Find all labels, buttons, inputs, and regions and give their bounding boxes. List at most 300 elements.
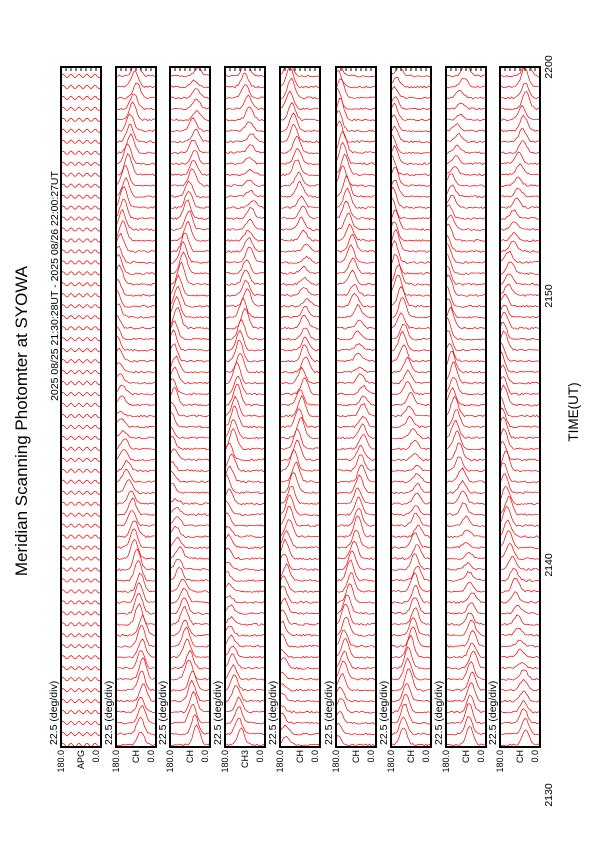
scan-line — [116, 639, 156, 658]
scan-line — [446, 174, 486, 187]
scan-line — [280, 396, 320, 417]
scan-line — [225, 627, 265, 637]
scan-line — [446, 652, 486, 670]
scan-line — [336, 71, 376, 88]
scan-line — [336, 344, 376, 352]
scan-line — [116, 166, 156, 187]
scan-line — [391, 103, 431, 121]
scan-line — [280, 91, 320, 110]
channel-name-label: CH — [351, 750, 361, 763]
channel-panel-6 — [323, 57, 376, 772]
scan-line — [391, 506, 431, 516]
scan-line — [225, 548, 265, 560]
scan-line — [446, 344, 486, 362]
scan-line — [116, 246, 156, 263]
scan-line — [280, 306, 320, 318]
channel-name-label: CH — [295, 750, 305, 763]
scan-line — [280, 737, 320, 746]
scan-line — [225, 466, 265, 483]
scan-line — [500, 164, 540, 175]
scan-line — [61, 250, 101, 254]
scan-line — [500, 463, 540, 483]
scan-line — [225, 238, 265, 253]
scan-line — [446, 443, 486, 461]
channel-panel-3 — [157, 67, 210, 773]
range-max-label: 180.0 — [331, 750, 341, 773]
scan-line — [500, 605, 540, 614]
scan-line — [446, 572, 486, 582]
scan-line — [61, 326, 101, 330]
scan-line — [336, 455, 376, 472]
scan-line — [391, 483, 431, 494]
scan-line — [170, 704, 210, 723]
scan-line — [391, 87, 431, 99]
scan-line — [446, 431, 486, 450]
scan-line — [280, 531, 320, 549]
scan-line — [446, 726, 486, 745]
scan-traces — [446, 63, 486, 746]
scan-line — [61, 612, 101, 616]
scan-line — [61, 535, 101, 539]
scan-line — [61, 425, 101, 429]
scan-line — [446, 378, 486, 395]
scan-line — [446, 603, 486, 615]
scan-line — [225, 219, 265, 230]
scan-line — [446, 78, 486, 88]
scan-line — [280, 649, 320, 658]
scan-line — [280, 554, 320, 570]
range-min-label: 0.0 — [310, 750, 320, 763]
scan-line — [61, 513, 101, 517]
panel-scale-label: 22.5 (deg/div) — [103, 680, 115, 745]
scan-line — [446, 351, 486, 373]
scan-line — [116, 396, 156, 406]
scan-line — [446, 236, 486, 253]
scan-line — [500, 294, 540, 307]
scan-line — [500, 730, 540, 746]
scan-line — [446, 503, 486, 516]
scan-line — [116, 529, 156, 549]
scan-line — [446, 662, 486, 680]
scan-traces — [116, 61, 156, 746]
scan-traces — [225, 60, 265, 746]
scan-line — [280, 217, 320, 231]
scan-line — [116, 521, 156, 538]
scan-line — [446, 362, 486, 384]
scan-line — [280, 267, 320, 275]
channel-name-label: CH — [185, 750, 195, 763]
scan-line — [61, 491, 101, 495]
scan-line — [446, 516, 486, 527]
panel-scale-label: 22.5 (deg/div) — [267, 680, 279, 745]
panel-scale-label: 22.5 (deg/div) — [48, 680, 60, 745]
scan-line — [500, 251, 540, 263]
scan-line — [446, 287, 486, 307]
scan-line — [500, 69, 540, 88]
scan-line — [336, 617, 376, 636]
scan-line — [61, 217, 101, 221]
scan-line — [500, 331, 540, 350]
range-min-label: 0.0 — [530, 750, 540, 763]
scan-line — [336, 367, 376, 373]
scan-line — [61, 436, 101, 440]
scan-line — [280, 103, 320, 121]
scan-line — [280, 69, 320, 88]
scan-line — [225, 562, 265, 570]
scan-line — [280, 621, 320, 636]
scan-line — [225, 605, 265, 614]
channel-panel-2 — [103, 61, 156, 773]
scan-line — [61, 601, 101, 605]
scan-line — [170, 80, 210, 88]
scan-line — [170, 639, 210, 658]
scan-line — [500, 241, 540, 252]
range-max-label: 180.0 — [275, 750, 285, 773]
scan-line — [391, 554, 431, 571]
scan-line — [336, 651, 376, 669]
panel-frame — [116, 67, 156, 747]
scan-line — [446, 318, 486, 340]
scan-line — [446, 613, 486, 625]
scan-line — [225, 526, 265, 537]
scan-line — [336, 736, 376, 746]
scan-line — [116, 210, 156, 231]
scan-line — [116, 671, 156, 690]
scan-line — [280, 244, 320, 252]
channel-name-label: CH — [131, 750, 141, 763]
scan-line — [336, 551, 376, 570]
scan-line — [170, 403, 210, 417]
scan-line — [170, 620, 210, 636]
scan-line — [391, 298, 431, 318]
scan-line — [116, 430, 156, 438]
scan-line — [61, 294, 101, 298]
chart-title: Meridian Scanning Photomter at SYOWA — [12, 265, 31, 577]
scan-line — [391, 493, 431, 504]
scan-line — [391, 513, 431, 527]
time-tick-label: 2200 — [543, 55, 555, 79]
range-min-label: 0.0 — [146, 750, 156, 763]
scan-line — [170, 367, 210, 384]
scan-line — [170, 233, 210, 252]
scan-line — [280, 725, 320, 735]
scan-line — [391, 618, 431, 636]
scan-line — [61, 140, 101, 144]
scan-line — [116, 265, 156, 285]
scan-line — [446, 717, 486, 735]
scan-line — [170, 547, 210, 560]
scan-line — [116, 94, 156, 110]
scan-line — [391, 146, 431, 165]
scan-line — [280, 149, 320, 165]
scan-line — [391, 454, 431, 461]
scan-line — [446, 552, 486, 559]
scan-line — [61, 206, 101, 210]
scan-line — [446, 420, 486, 438]
range-min-label: 0.0 — [476, 750, 486, 763]
time-tick-label: 2150 — [543, 284, 555, 308]
panel-scale-label: 22.5 (deg/div) — [212, 680, 224, 745]
scan-line — [336, 176, 376, 198]
scan-line — [225, 73, 265, 88]
scan-line — [500, 377, 540, 395]
scan-line — [116, 419, 156, 428]
range-max-label: 180.0 — [111, 750, 121, 773]
scan-traces — [280, 58, 320, 746]
scan-line — [61, 677, 101, 681]
scan-line — [446, 672, 486, 691]
scan-line — [61, 645, 101, 649]
scan-line — [61, 732, 101, 736]
scan-line — [61, 151, 101, 155]
scan-line — [336, 687, 376, 702]
scan-line — [280, 598, 320, 614]
scan-line — [280, 473, 320, 494]
channel-name-label: APG — [76, 750, 86, 770]
scan-line — [61, 546, 101, 550]
scan-line — [336, 166, 376, 187]
scan-line — [225, 686, 265, 702]
scan-line — [391, 126, 431, 143]
scan-line — [116, 540, 156, 560]
scan-line — [391, 287, 431, 308]
scan-line — [170, 200, 210, 220]
scan-line — [500, 284, 540, 296]
scan-line — [446, 683, 486, 702]
scan-line — [225, 260, 265, 274]
scan-line — [446, 396, 486, 416]
scan-line — [336, 530, 376, 548]
scan-line — [446, 205, 486, 220]
scan-line — [336, 154, 376, 175]
scan-traces — [61, 74, 101, 747]
scan-line — [500, 543, 540, 559]
scan-line — [280, 672, 320, 680]
scan-line — [280, 440, 320, 461]
scan-line — [391, 77, 431, 88]
panel-scale-label: 22.5 (deg/div) — [433, 680, 445, 745]
scan-line — [61, 272, 101, 276]
scan-line — [61, 184, 101, 188]
scan-line — [446, 145, 486, 154]
scan-line — [500, 152, 540, 165]
scan-line — [446, 468, 486, 483]
scan-line — [61, 359, 101, 363]
scan-line — [61, 392, 101, 396]
range-min-label: 0.0 — [200, 750, 210, 763]
scan-line — [225, 230, 265, 241]
scan-line — [61, 688, 101, 692]
scan-line — [336, 270, 376, 285]
scan-line — [170, 568, 210, 582]
scan-line — [170, 89, 210, 99]
scan-line — [280, 706, 320, 713]
scan-line — [391, 156, 431, 176]
scan-line — [280, 288, 320, 297]
scan-line — [280, 486, 320, 504]
range-max-label: 180.0 — [495, 750, 505, 773]
scan-line — [500, 115, 540, 132]
scan-line — [391, 429, 431, 439]
scan-line — [500, 700, 540, 713]
scan-line — [61, 568, 101, 572]
scan-line — [225, 145, 265, 154]
scan-line — [61, 370, 101, 374]
scan-line — [225, 502, 265, 516]
scan-line — [446, 530, 486, 538]
scan-line — [280, 610, 320, 626]
scan-line — [116, 439, 156, 450]
scan-line — [500, 417, 540, 439]
scan-line — [116, 233, 156, 252]
scan-line — [446, 215, 486, 230]
scan-line — [61, 337, 101, 341]
scan-line — [61, 403, 101, 407]
scan-line — [500, 233, 540, 242]
scan-line — [170, 169, 210, 187]
scan-line — [116, 114, 156, 132]
scan-line — [170, 471, 210, 482]
scan-line — [225, 207, 265, 219]
scan-line — [500, 628, 540, 636]
scan-line — [170, 344, 210, 362]
scan-line — [61, 118, 101, 122]
scan-line — [170, 449, 210, 461]
scan-line — [336, 416, 376, 427]
scan-line — [170, 660, 210, 680]
channel-name-label: CH3 — [240, 750, 250, 769]
scan-line — [170, 110, 210, 120]
scan-line — [500, 649, 540, 658]
scan-line — [61, 129, 101, 133]
scan-line — [280, 418, 320, 439]
scan-line — [225, 270, 265, 285]
scan-line — [500, 615, 540, 625]
scan-line — [225, 309, 265, 330]
scan-line — [391, 370, 431, 384]
scan-line — [61, 524, 101, 528]
scan-line — [170, 598, 210, 614]
scan-line — [170, 508, 210, 516]
scan-line — [225, 675, 265, 691]
scan-line — [336, 385, 376, 395]
scan-line — [500, 198, 540, 209]
scan-line — [500, 395, 540, 417]
scan-line — [280, 634, 320, 647]
range-min-label: 0.0 — [255, 750, 265, 763]
scan-line — [280, 328, 320, 340]
scan-line — [225, 420, 265, 439]
scan-line — [170, 252, 210, 274]
scan-line — [336, 305, 376, 319]
scan-line — [391, 332, 431, 352]
scan-line — [336, 353, 376, 362]
scan-line — [391, 704, 431, 724]
scan-line — [500, 274, 540, 285]
scan-line — [391, 525, 431, 538]
scan-line — [446, 224, 486, 241]
panel-frame — [500, 67, 540, 747]
scan-line — [446, 307, 486, 329]
scan-line — [225, 596, 265, 604]
time-tick-label: 2130 — [543, 783, 555, 807]
panel-scale-label: 22.5 (deg/div) — [378, 680, 390, 745]
scan-line — [225, 289, 265, 307]
scan-line — [170, 297, 210, 319]
scan-line — [391, 275, 431, 296]
scan-line — [170, 715, 210, 735]
scan-line — [446, 124, 486, 132]
scan-line — [61, 381, 101, 385]
scan-line — [170, 462, 210, 472]
scan-line — [446, 134, 486, 143]
scan-line — [500, 506, 540, 526]
channel-panel-9 — [487, 58, 540, 772]
scan-line — [116, 491, 156, 504]
scan-line — [500, 210, 540, 220]
scan-line — [336, 284, 376, 296]
panels-group — [48, 57, 540, 772]
scan-line — [391, 718, 431, 735]
scan-line — [500, 343, 540, 362]
range-min-label: 0.0 — [91, 750, 101, 763]
scan-line — [116, 684, 156, 702]
scan-line — [170, 437, 210, 450]
scan-line — [336, 89, 376, 110]
scan-line — [500, 177, 540, 187]
scan-line — [336, 111, 376, 132]
scan-line — [500, 189, 540, 198]
scan-line — [225, 122, 265, 132]
panel-scale-label: 22.5 (deg/div) — [487, 680, 499, 745]
scan-line — [170, 411, 210, 427]
scan-line — [280, 124, 320, 142]
scan-line — [170, 427, 210, 439]
scan-line — [225, 384, 265, 406]
scan-line — [170, 650, 210, 669]
scan-line — [500, 322, 540, 340]
scan-line — [336, 258, 376, 274]
scan-line — [116, 549, 156, 570]
scan-line — [500, 451, 540, 471]
scan-line — [391, 345, 431, 362]
scan-line — [116, 255, 156, 274]
scan-line — [225, 443, 265, 460]
scan-line — [500, 640, 540, 647]
scan-line — [500, 718, 540, 735]
scan-line — [336, 673, 376, 691]
scan-line — [280, 539, 320, 559]
scan-line — [391, 627, 431, 647]
scan-line — [225, 617, 265, 626]
scan-line — [500, 679, 540, 691]
range-max-label: 180.0 — [386, 750, 396, 773]
range-max-label: 180.0 — [56, 750, 66, 773]
scan-line — [280, 196, 320, 208]
scan-line — [391, 684, 431, 702]
scan-line — [116, 593, 156, 614]
scan-line — [500, 305, 540, 318]
scan-line — [116, 561, 156, 581]
scan-line — [61, 283, 101, 287]
scan-line — [61, 623, 101, 627]
scan-line — [446, 543, 486, 549]
scan-line — [225, 513, 265, 527]
scan-line — [61, 107, 101, 111]
scan-line — [61, 173, 101, 177]
scan-line — [225, 454, 265, 472]
scan-line — [500, 691, 540, 702]
